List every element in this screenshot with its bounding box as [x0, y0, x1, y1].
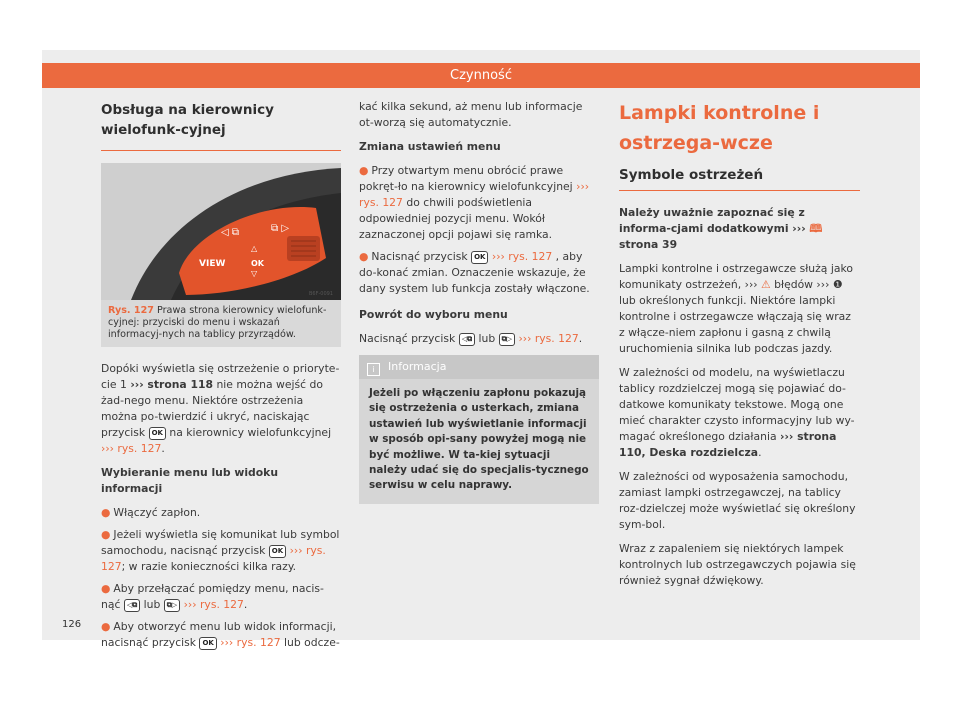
figure-caption	[101, 300, 341, 347]
figure-link[interactable]: ››› rys. 127	[518, 332, 579, 345]
section-heading: Obsługa na kierownicy wielofunk-cyjnej	[101, 100, 341, 151]
paragraph: W zależności od modelu, na wyświetlaczu tablicy rozdzielczej mogą się pojawiać do-datkowe komunikaty tekstowe. Mogą one mieć charakter czysto informacyjny lub wy-magać określonego działania ››› strona 110, Deska rozdzielcza.	[619, 366, 855, 459]
figure-link[interactable]: ››› rys. 127	[101, 442, 162, 455]
ok-key-icon: OK	[471, 251, 488, 264]
notice-circle-icon: ❶	[832, 278, 843, 291]
caption-text: Prawa strona kierownicy wielofunk-cyjnej: przyciski do menu i wskazań informacyj-nych na tablicy przyrządów.	[108, 305, 327, 340]
caption-ref: Rys. 127	[108, 305, 154, 316]
subheading: Zmiana ustawień menu	[359, 140, 501, 153]
paragraph: Wraz z zapaleniem się niektórych lampek kontrolnych lub ostrzegawczych pojawia się również sygnał dźwiękowy.	[619, 542, 856, 587]
page-number: 126	[62, 619, 82, 630]
section-heading: Symbole ostrzeżeń	[619, 166, 860, 191]
ok-label: OK	[251, 259, 264, 268]
subheading: Powrót do wyboru menu	[359, 308, 508, 321]
scroll-wheel-icon	[287, 236, 320, 261]
list-item: ● Aby przełączać pomiędzy menu, nacis-nąć ◁⧉ lub ⧉▷ ››› rys. 127.	[101, 582, 324, 611]
figure-code: B6F-0091	[309, 291, 334, 297]
list-item: ● Jeżeli wyświetla się komunikat lub symbol samochodu, nacisnąć przycisk OK ››› rys. 127; w razie konieczności kilka razy.	[101, 528, 340, 573]
info-box-header: i Informacja	[359, 355, 599, 379]
page-link[interactable]: ››› strona 118	[130, 378, 214, 391]
figure-link[interactable]: ››› rys. 127	[491, 250, 553, 263]
list-item: ● Nacisnąć przycisk OK ››› rys. 127 , aby do-konać zmian. Oznaczenie wskazuje, że dany system lub funkcja zostały włączone.	[359, 250, 590, 295]
steering-wheel-figure	[101, 163, 341, 300]
column-left	[101, 100, 341, 657]
paragraph: W zależności od wyposażenia samochodu, zamiast lampki ostrzegawczej, na tablicy roz-dzielczej może wyświetlać się określony sym-bol.	[619, 470, 856, 531]
paragraph: kać kilka sekund, aż menu lub informacje ot-worzą się automatycznie.	[359, 100, 583, 129]
column-middle	[359, 99, 599, 504]
figure-link[interactable]: ››› rys. 127	[183, 598, 244, 611]
list-item: ● Włączyć zapłon.	[101, 506, 201, 519]
figure-link[interactable]: ››› rys. 127	[220, 636, 281, 649]
menu-right-key-icon: ⧉▷	[499, 333, 515, 346]
ok-key-icon: OK	[199, 637, 216, 650]
page-link[interactable]: strona 39	[619, 238, 678, 251]
subheading: Wybieranie menu lub widoku informacji	[101, 466, 279, 495]
menu-left-icon: ◁ ⧉	[221, 227, 240, 238]
page-link[interactable]: ››› strona 110, Deska rozdzielcza	[619, 430, 837, 459]
paragraph: Należy uważnie zapoznać się z informa-cjami dodatkowymi ››› 🕮 strona 39	[619, 206, 823, 251]
figure-link[interactable]: ››› rys. 127	[359, 180, 590, 209]
chapter-heading: Lampki kontrolne i ostrzega-wcze	[619, 102, 820, 154]
menu-left-key-icon: ◁⧉	[124, 599, 140, 612]
menu-left-key-icon: ◁⧉	[459, 333, 475, 346]
warning-triangle-icon: ⚠	[761, 278, 771, 291]
steering-wheel-illustration	[101, 163, 341, 300]
info-box	[359, 355, 599, 504]
info-icon: i	[367, 363, 380, 376]
menu-right-icon: ⧉ ▷	[271, 223, 290, 234]
ok-key-icon: OK	[149, 427, 166, 440]
list-item: ● Przy otwartym menu obrócić prawe pokręt-ło na kierownicy wielofunkcyjnej ››› rys. 127 do chwili podświetlenia odpowiedniej pozycji menu. Wokół zaznaczonej opcji pojawi się ramka.	[359, 164, 590, 241]
down-arrow-icon: ▽	[251, 269, 258, 278]
section-header: Czynność	[42, 63, 920, 88]
book-icon: 🕮	[809, 222, 823, 235]
paragraph: Nacisnąć przycisk ◁⧉ lub ⧉▷ ››› rys. 127.	[359, 332, 583, 345]
menu-right-key-icon: ⧉▷	[164, 599, 180, 612]
paragraph: Dopóki wyświetla się ostrzeżenie o prioryte-cie 1 ››› strona 118 nie można wejść do żad-nego menu. Niektóre ostrzeżenia można po-twierdzić i ukryć, naciskając przycisk OK na kierownicy wielofunkcyjnej ››› rys. 127.	[101, 362, 340, 455]
figure-link[interactable]: ››› rys. 127	[101, 544, 326, 573]
ok-key-icon: OK	[269, 545, 286, 558]
up-arrow-icon: △	[251, 244, 258, 253]
view-label: VIEW	[199, 259, 226, 269]
paragraph: Lampki kontrolne i ostrzegawcze służą jako komunikaty ostrzeżeń, ››› ⚠ błędów ››› ❶ lub określonych funkcji. Niektóre lampki kontrolne i ostrzegawcze włączają się wraz z włącze-niem zapłonu i gasną z chwilą uruchomienia silnika lub podczas jazdy.	[619, 262, 853, 355]
info-box-body: Jeżeli po włączeniu zapłonu pokazują się ostrzeżenia o usterkach, zmiana ustawień lub wyświetlanie informacji w sposób opi-sany powyżej mogą nie być możliwe. W ta-kiej sytuacji należy udać się do specjalis-tycznego serwisu w celu naprawy.	[369, 387, 589, 492]
column-right	[619, 100, 860, 597]
list-item: ● Aby otworzyć menu lub widok informacji, nacisnąć przycisk OK ››› rys. 127 lub odcze-	[101, 620, 340, 649]
